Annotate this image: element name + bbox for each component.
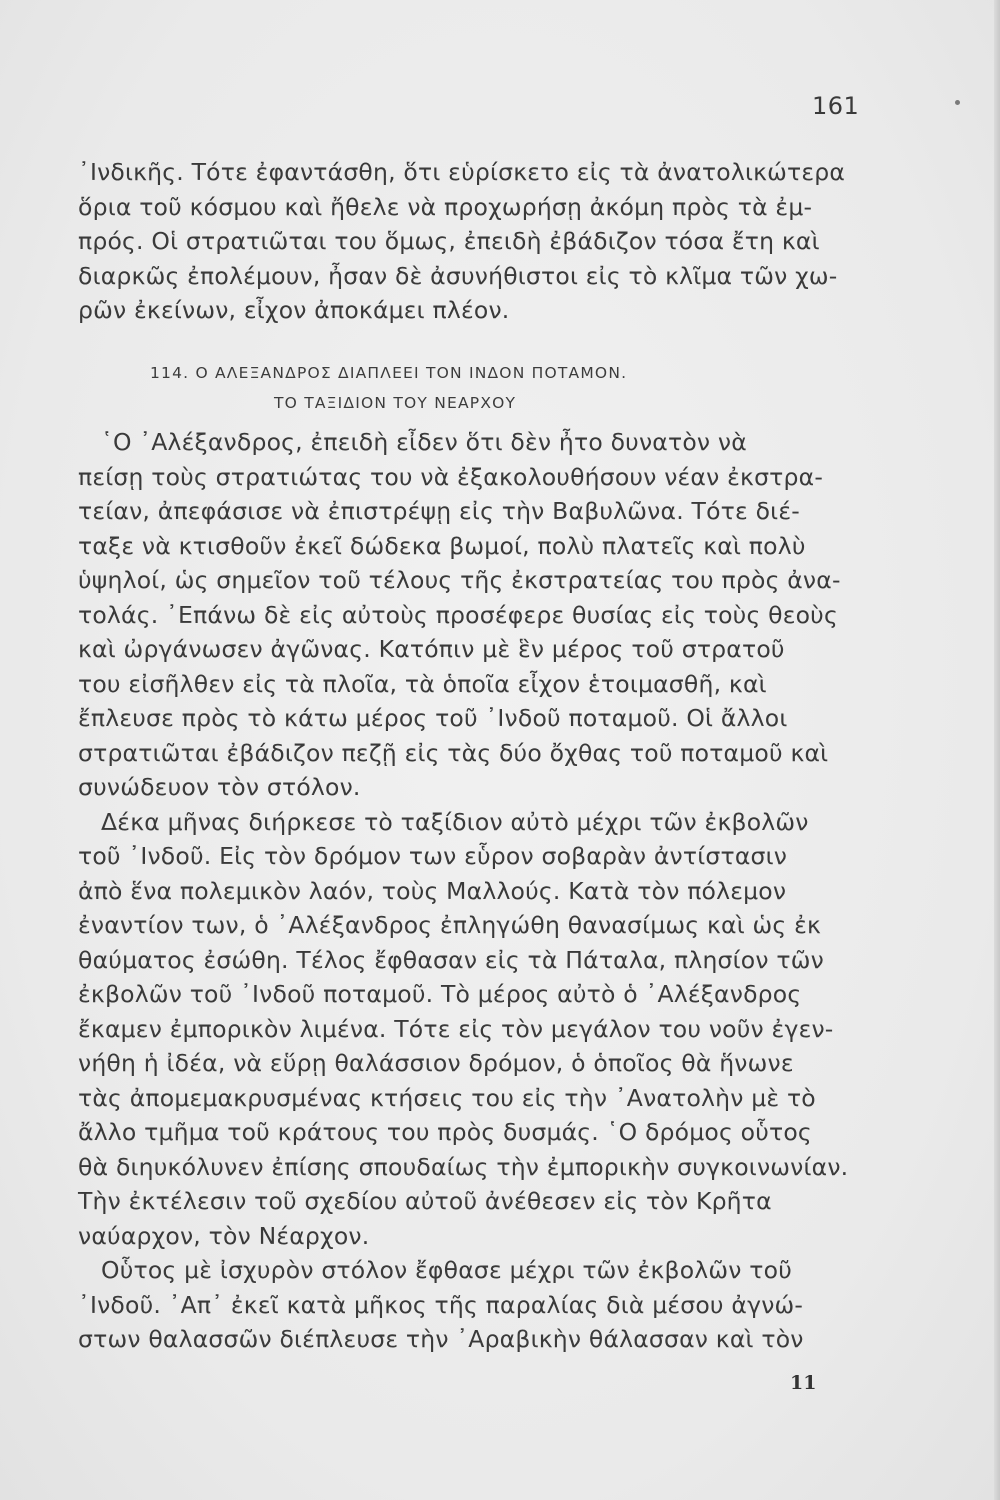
text-line: ἀπὸ ἕνα πολεμικὸν λαόν, τοὺς Μαλλούς. Κατὰ τὸν πόλεμον — [78, 876, 787, 905]
text-line: πρός. Οἱ στρατιῶται του ὅμως, ἐπειδὴ ἐβάδιζον τόσα ἔτη καὶ — [78, 227, 820, 255]
text-line: ταξε νὰ κτισθοῦν ἐκεῖ δώδεκα βωμοί, πολὺ πλατεῖς καὶ πολὺ — [78, 531, 806, 560]
text-line: ἐκβολῶν τοῦ ᾿Ινδοῦ ποταμοῦ. Τὸ μέρος αὐτὸ ὁ ᾿Αλέξανδρος — [78, 980, 802, 1008]
text-line: ᾿Ινδοῦ. ᾿Απ᾿ ἐκεῖ κατὰ μῆκος τῆς παραλίας διὰ μέσου ἀγνώ- — [78, 1290, 804, 1319]
text-line: ἔπλευσε πρὸς τὸ κάτω μέρος τοῦ ᾿Ινδοῦ ποταμοῦ. Οἱ ἄλλοι — [78, 704, 788, 732]
text-line: ῾Ο ᾿Αλέξανδρος, ἐπειδὴ εἶδεν ὅτι δὲν ἦτο δυνατὸν νὰ — [78, 428, 747, 456]
text-line: Οὗτος μὲ ἰσχυρὸν στόλον ἔφθασε μέχρι τῶν ἐκβολῶν τοῦ — [78, 1256, 792, 1284]
text-line: διαρκῶς ἐπολέμουν, ἦσαν δὲ ἀσυνήθιστοι εἰς τὸ κλῖμα τῶν χω- — [78, 261, 838, 290]
text-line: ὅρια τοῦ κόσμου καὶ ἤθελε νὰ προχωρήσῃ ἀκόμη πρὸς τὰ ἐμ- — [78, 192, 813, 221]
text-line: ᾿Ινδικῆς. Τότε ἐφαντάσθη, ὅτι εὑρίσκετο εἰς τὰ ἀνατολικώτερα — [78, 158, 846, 186]
text-line: πείσῃ τοὺς στρατιώτας του νὰ ἐξακολουθήσουν νέαν ἐκστρα- — [78, 462, 824, 491]
text-line: τὰς ἀπομεμακρυσμένας κτήσεις του εἰς τὴν ᾿Ανατολὴν μὲ τὸ — [78, 1083, 816, 1112]
signature-mark: 11 — [790, 1372, 817, 1394]
section-heading-line-2: ΤΟ ΤΑΞΙΔΙΟΝ ΤΟΥ ΝΕΑΡΧΟΥ — [274, 394, 517, 412]
text-line: στρατιῶται ἐβάδιζον πεζῇ εἰς τὰς δύο ὄχθας τοῦ ποταμοῦ καὶ — [78, 738, 829, 767]
page-edge-shadow — [994, 0, 1000, 1500]
text-line: ἄλλο τμῆμα τοῦ κράτους του πρὸς δυσμάς. ῾Ο δρόμος οὗτος — [78, 1118, 812, 1146]
text-line: τοῦ ᾿Ινδοῦ. Εἰς τὸν δρόμον των εὗρον σοβαρὰν ἀντίστασιν — [78, 842, 788, 870]
text-line: Δέκα μῆνας διήρκεσε τὸ ταξίδιον αὐτὸ μέχρι τῶν ἐκβολῶν — [78, 807, 809, 836]
text-line: ἐναντίον των, ὁ ᾿Αλέξανδρος ἐπληγώθη θανασίμως καὶ ὡς ἐκ — [78, 911, 822, 939]
page-number: 161 — [812, 92, 860, 120]
print-speck — [955, 100, 960, 105]
text-line: τείαν, ἀπεφάσισε νὰ ἐπιστρέψῃ εἰς τὴν Βαβυλῶνα. Τότε διέ- — [78, 497, 800, 525]
text-line: στων θαλασσῶν διέπλευσε τὴν ᾿Αραβικὴν θάλασσαν καὶ τὸν — [78, 1325, 804, 1353]
text-line: του εἰσῆλθεν εἰς τὰ πλοῖα, τὰ ὁποῖα εἶχον ἑτοιμασθῆ, καὶ — [78, 669, 767, 698]
text-line: τολάς. ᾿Επάνω δὲ εἰς αὐτοὺς προσέφερε θυσίας εἰς τοὺς θεοὺς — [78, 600, 838, 629]
text-line: ὑψηλοί, ὡς σημεῖον τοῦ τέλους τῆς ἐκστρατείας του πρὸς ἀνα- — [78, 566, 841, 594]
section-body — [78, 425, 858, 1357]
text-line: Τὴν ἐκτέλεσιν τοῦ σχεδίου αὐτοῦ ἀνέθεσεν εἰς τὸν Κρῆτα — [78, 1187, 772, 1215]
text-line: θὰ διηυκόλυνεν ἐπίσης σπουδαίως τὴν ἐμπορικὴν συγκοινωνίαν. — [78, 1152, 849, 1181]
text-line: ἔκαμεν ἐμπορικὸν λιμένα. Τότε εἰς τὸν μεγάλον του νοῦν ἐγεν- — [78, 1014, 834, 1043]
text-line: θαύματος ἐσώθη. Τέλος ἔφθασαν εἰς τὰ Πάταλα, πλησίον τῶν — [78, 945, 824, 974]
text-line: καὶ ὠργάνωσεν ἀγῶνας. Κατόπιν μὲ ἓν μέρος τοῦ στρατοῦ — [78, 635, 785, 663]
text-line: ναύαρχον, τὸν Νέαρχον. — [78, 1221, 370, 1250]
paragraph-continuation — [78, 155, 853, 328]
text-line: συνώδευον τὸν στόλον. — [78, 773, 361, 801]
text-line: νήθη ἡ ἰδέα, νὰ εὕρῃ θαλάσσιον δρόμον, ὁ ὁποῖος θὰ ἥνωνε — [78, 1049, 794, 1077]
text-line: ρῶν ἐκείνων, εἶχον ἀποκάμει πλέον. — [78, 296, 510, 324]
section-heading — [150, 358, 850, 418]
section-heading-line-1: 114. Ο ΑΛΕΞΑΝΔΡΟΣ ΔΙΑΠΛΕΕΙ ΤΟΝ ΙΝΔΟΝ ΠΟΤΑΜΟΝ. — [150, 364, 628, 382]
